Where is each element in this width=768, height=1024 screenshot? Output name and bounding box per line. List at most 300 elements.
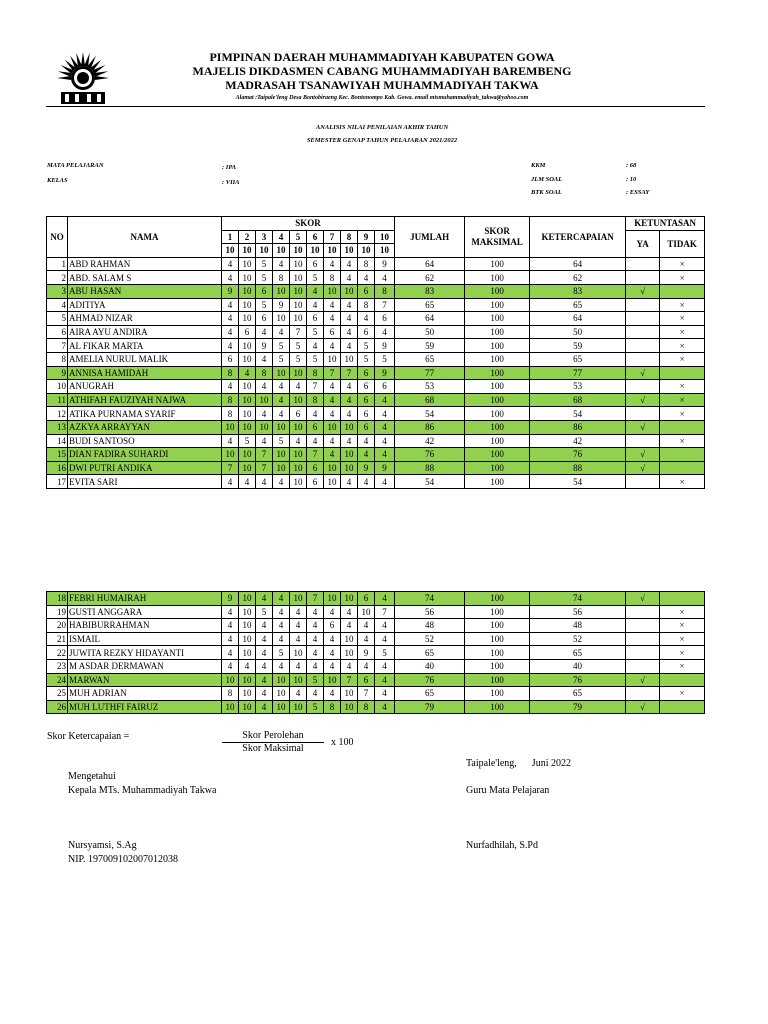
question-score: 9 [358, 461, 375, 475]
doc-subtitle: SEMESTER GENAP TAHUN PELAJARAN 2021/2022 [306, 137, 458, 144]
achievement-score: 65 [530, 352, 626, 366]
question-score: 6 [358, 673, 375, 687]
student-name: ATHIFAH FAUZIYAH NAJWA [68, 393, 222, 407]
table-row [47, 673, 705, 687]
question-score: 10 [222, 448, 239, 462]
question-score: 4 [273, 325, 290, 339]
pass-check-mark: √ [626, 420, 660, 434]
achievement-score: 83 [530, 284, 626, 298]
fail-cross-mark: × [660, 659, 705, 673]
question-score: 9 [358, 646, 375, 660]
question-score: 6 [307, 461, 324, 475]
row-number: 20 [47, 619, 68, 633]
question-score: 4 [222, 659, 239, 673]
question-score: 7 [375, 298, 395, 312]
max-score: 100 [465, 592, 530, 606]
table-row [47, 659, 705, 673]
pass-check-mark [626, 475, 660, 489]
table-row [47, 605, 705, 619]
question-score: 6 [222, 352, 239, 366]
question-score: 9 [375, 257, 395, 271]
pass-check-mark: √ [626, 284, 660, 298]
achievement-score: 88 [530, 461, 626, 475]
fail-cross-mark [660, 700, 705, 714]
question-score: 7 [290, 325, 307, 339]
question-score: 4 [324, 646, 341, 660]
question-score: 10 [290, 461, 307, 475]
kkm-value: : 68 [626, 162, 637, 169]
max-score: 100 [465, 284, 530, 298]
question-score: 10 [290, 592, 307, 606]
question-score: 7 [375, 605, 395, 619]
question-score: 10 [239, 257, 256, 271]
table-row [47, 257, 705, 271]
fail-cross-mark: × [660, 325, 705, 339]
question-score: 10 [222, 420, 239, 434]
question-score: 9 [375, 339, 395, 353]
question-score: 5 [273, 339, 290, 353]
pass-check-mark [626, 271, 660, 285]
question-score: 4 [324, 434, 341, 448]
question-score: 10 [290, 271, 307, 285]
question-score: 6 [324, 325, 341, 339]
pass-check-mark: √ [626, 592, 660, 606]
question-score: 4 [239, 659, 256, 673]
row-number: 21 [47, 632, 68, 646]
question-score: 6 [358, 380, 375, 394]
question-score: 5 [307, 325, 324, 339]
col-tidak-header: TIDAK [660, 230, 705, 257]
student-name: ANUGRAH [68, 380, 222, 394]
achievement-score: 56 [530, 605, 626, 619]
student-name: AZKYA ARRAYYAN [68, 420, 222, 434]
question-score: 10 [273, 673, 290, 687]
question-score: 10 [239, 461, 256, 475]
max-score: 100 [465, 407, 530, 421]
table-row [47, 646, 705, 660]
question-score: 4 [307, 605, 324, 619]
pass-check-mark [626, 687, 660, 701]
max-score: 100 [465, 700, 530, 714]
question-max-score: 10 [324, 244, 341, 258]
question-score: 4 [341, 298, 358, 312]
question-score: 10 [239, 352, 256, 366]
question-score: 4 [256, 632, 273, 646]
row-number: 14 [47, 434, 68, 448]
question-score: 6 [358, 420, 375, 434]
question-score: 9 [375, 366, 395, 380]
question-score: 4 [375, 592, 395, 606]
question-score: 5 [239, 434, 256, 448]
fail-cross-mark [660, 592, 705, 606]
question-score: 4 [375, 393, 395, 407]
question-score: 4 [358, 659, 375, 673]
question-score: 4 [290, 380, 307, 394]
row-number: 18 [47, 592, 68, 606]
question-score: 4 [273, 619, 290, 633]
question-score: 10 [341, 632, 358, 646]
row-number: 5 [47, 312, 68, 326]
achievement-score: 68 [530, 393, 626, 407]
question-score: 5 [273, 434, 290, 448]
row-number: 8 [47, 352, 68, 366]
question-number-header: 2 [239, 230, 256, 244]
question-score: 4 [256, 434, 273, 448]
question-score: 6 [358, 366, 375, 380]
mapel-value: : IPA [222, 164, 237, 171]
question-score: 10 [239, 592, 256, 606]
question-score: 4 [222, 380, 239, 394]
question-score: 10 [273, 312, 290, 326]
total-score: 53 [395, 380, 465, 394]
pass-check-mark [626, 339, 660, 353]
question-score: 10 [239, 687, 256, 701]
question-score: 4 [375, 659, 395, 673]
question-score: 4 [307, 407, 324, 421]
question-score: 4 [324, 632, 341, 646]
student-name: ANNISA HAMIDAH [68, 366, 222, 380]
question-score: 9 [256, 339, 273, 353]
question-score: 10 [341, 352, 358, 366]
question-score: 7 [324, 366, 341, 380]
question-score: 10 [290, 448, 307, 462]
question-score: 7 [341, 366, 358, 380]
question-score: 4 [273, 592, 290, 606]
question-score: 10 [341, 700, 358, 714]
question-score: 10 [239, 673, 256, 687]
question-score: 4 [222, 434, 239, 448]
total-score: 64 [395, 312, 465, 326]
question-score: 8 [222, 407, 239, 421]
question-score: 4 [256, 407, 273, 421]
total-score: 76 [395, 673, 465, 687]
question-score: 8 [358, 298, 375, 312]
max-score: 100 [465, 632, 530, 646]
max-score: 100 [465, 271, 530, 285]
question-score: 4 [273, 380, 290, 394]
col-ketuntasan-header: KETUNTASAN [626, 217, 705, 231]
question-score: 5 [307, 700, 324, 714]
question-score: 4 [375, 700, 395, 714]
max-score: 100 [465, 257, 530, 271]
question-score: 7 [358, 687, 375, 701]
formula-numerator: Skor Perolehan [242, 730, 304, 741]
btk-soal-value: : ESSAY [626, 189, 650, 196]
question-score: 10 [239, 393, 256, 407]
achievement-score: 62 [530, 271, 626, 285]
question-score: 4 [341, 393, 358, 407]
grades-table [46, 216, 705, 489]
question-max-score: 10 [273, 244, 290, 258]
question-score: 6 [375, 380, 395, 394]
question-score: 6 [358, 407, 375, 421]
row-number: 25 [47, 687, 68, 701]
total-score: 54 [395, 407, 465, 421]
achievement-score: 53 [530, 380, 626, 394]
student-name: MUH ADRIAN [68, 687, 222, 701]
signer-left-title-1: Mengetahui [68, 771, 116, 782]
student-name: EVITA SARI [68, 475, 222, 489]
max-score: 100 [465, 673, 530, 687]
total-score: 76 [395, 448, 465, 462]
student-name: M ASDAR DERMAWAN [68, 659, 222, 673]
question-score: 7 [307, 448, 324, 462]
question-score: 5 [358, 339, 375, 353]
pass-check-mark: √ [626, 461, 660, 475]
formula-multiplier: x 100 [331, 737, 354, 748]
question-score: 4 [375, 271, 395, 285]
question-score: 10 [222, 673, 239, 687]
row-number: 9 [47, 366, 68, 380]
question-score: 4 [375, 325, 395, 339]
student-name: AHMAD NIZAR [68, 312, 222, 326]
max-score: 100 [465, 325, 530, 339]
question-score: 6 [358, 393, 375, 407]
question-score: 5 [273, 646, 290, 660]
question-score: 9 [375, 461, 395, 475]
fail-cross-mark: × [660, 380, 705, 394]
question-score: 10 [341, 448, 358, 462]
question-score: 10 [341, 592, 358, 606]
question-score: 4 [375, 619, 395, 633]
question-score: 7 [256, 448, 273, 462]
question-max-score: 10 [307, 244, 324, 258]
question-score: 4 [358, 619, 375, 633]
row-number: 16 [47, 461, 68, 475]
question-score: 8 [222, 366, 239, 380]
question-score: 6 [290, 407, 307, 421]
question-score: 4 [222, 271, 239, 285]
question-score: 4 [375, 407, 395, 421]
question-score: 4 [358, 448, 375, 462]
student-name: AL FIKAR MARTA [68, 339, 222, 353]
question-score: 10 [324, 284, 341, 298]
fail-cross-mark: × [660, 393, 705, 407]
row-number: 1 [47, 257, 68, 271]
row-number: 15 [47, 448, 68, 462]
question-score: 10 [341, 646, 358, 660]
question-score: 8 [273, 271, 290, 285]
question-score: 4 [222, 646, 239, 660]
question-score: 10 [290, 420, 307, 434]
student-name: ABU HASAN [68, 284, 222, 298]
jlm-soal-value: : 10 [626, 176, 637, 183]
question-score: 8 [375, 284, 395, 298]
question-score: 4 [256, 592, 273, 606]
fail-cross-mark [660, 366, 705, 380]
max-score: 100 [465, 646, 530, 660]
question-score: 8 [222, 687, 239, 701]
student-name: ISMAIL [68, 632, 222, 646]
pass-check-mark [626, 619, 660, 633]
total-score: 65 [395, 298, 465, 312]
question-score: 10 [324, 592, 341, 606]
max-score: 100 [465, 619, 530, 633]
formula-label: Skor Ketercapaian = [47, 731, 130, 742]
table-row [47, 632, 705, 646]
question-score: 7 [341, 673, 358, 687]
question-score: 10 [239, 298, 256, 312]
question-score: 10 [290, 366, 307, 380]
question-score: 4 [307, 619, 324, 633]
question-score: 4 [307, 298, 324, 312]
question-number-header: 3 [256, 230, 273, 244]
question-score: 4 [324, 605, 341, 619]
question-score: 4 [341, 659, 358, 673]
question-score: 10 [324, 352, 341, 366]
question-score: 10 [239, 605, 256, 619]
row-number: 11 [47, 393, 68, 407]
question-score: 9 [273, 298, 290, 312]
question-score: 5 [256, 271, 273, 285]
question-score: 10 [341, 461, 358, 475]
question-score: 4 [324, 393, 341, 407]
question-score: 10 [239, 271, 256, 285]
question-score: 5 [256, 257, 273, 271]
question-score: 4 [307, 284, 324, 298]
question-score: 8 [307, 366, 324, 380]
question-score: 4 [273, 659, 290, 673]
question-score: 4 [307, 646, 324, 660]
achievement-score: 42 [530, 434, 626, 448]
table-row [47, 339, 705, 353]
question-score: 4 [358, 271, 375, 285]
question-score: 10 [290, 257, 307, 271]
question-score: 4 [256, 687, 273, 701]
question-score: 10 [256, 393, 273, 407]
max-score: 100 [465, 366, 530, 380]
question-score: 8 [324, 700, 341, 714]
total-score: 56 [395, 605, 465, 619]
question-score: 4 [307, 687, 324, 701]
question-score: 4 [324, 257, 341, 271]
question-score: 4 [375, 632, 395, 646]
question-score: 4 [222, 298, 239, 312]
question-score: 8 [256, 366, 273, 380]
question-score: 5 [290, 339, 307, 353]
formula-denominator: Skor Maksimal [242, 743, 304, 754]
total-score: 64 [395, 257, 465, 271]
question-score: 4 [375, 673, 395, 687]
question-score: 10 [273, 366, 290, 380]
question-score: 4 [222, 619, 239, 633]
fail-cross-mark: × [660, 352, 705, 366]
question-score: 4 [324, 298, 341, 312]
fail-cross-mark: × [660, 632, 705, 646]
fail-cross-mark [660, 448, 705, 462]
table-row [47, 393, 705, 407]
header-address: Alamat :Taipale'leng Desa Bontobiraeng Kec. Bontonompo Kab. Gowa. email mtsmuhammadiyah_takwa@yahoo.com [235, 95, 529, 101]
question-score: 4 [324, 687, 341, 701]
total-score: 65 [395, 352, 465, 366]
question-score: 4 [375, 687, 395, 701]
question-score: 4 [324, 659, 341, 673]
question-score: 6 [256, 312, 273, 326]
question-score: 10 [290, 700, 307, 714]
question-score: 10 [290, 475, 307, 489]
max-score: 100 [465, 659, 530, 673]
question-score: 10 [290, 673, 307, 687]
fail-cross-mark: × [660, 339, 705, 353]
fail-cross-mark: × [660, 646, 705, 660]
pass-check-mark: √ [626, 393, 660, 407]
pass-check-mark [626, 646, 660, 660]
question-score: 5 [358, 352, 375, 366]
fail-cross-mark [660, 284, 705, 298]
question-score: 10 [239, 700, 256, 714]
question-score: 4 [290, 619, 307, 633]
student-name: DWI PUTRI ANDIKA [68, 461, 222, 475]
student-name: FEBRI HUMAIRAH [68, 592, 222, 606]
question-score: 5 [307, 352, 324, 366]
question-score: 10 [290, 298, 307, 312]
pass-check-mark [626, 325, 660, 339]
pass-check-mark [626, 407, 660, 421]
student-name: JUWITA REZKY HIDAYANTI [68, 646, 222, 660]
achievement-score: 77 [530, 366, 626, 380]
question-score: 4 [375, 448, 395, 462]
pass-check-mark: √ [626, 700, 660, 714]
question-score: 10 [239, 339, 256, 353]
student-name: BUDI SANTOSO [68, 434, 222, 448]
question-number-header: 7 [324, 230, 341, 244]
question-number-header: 6 [307, 230, 324, 244]
question-score: 4 [273, 475, 290, 489]
table-row [47, 284, 705, 298]
question-number-header: 9 [358, 230, 375, 244]
question-score: 10 [239, 407, 256, 421]
question-score: 10 [239, 632, 256, 646]
fail-cross-mark: × [660, 434, 705, 448]
question-score: 8 [358, 257, 375, 271]
fail-cross-mark: × [660, 605, 705, 619]
question-score: 4 [256, 380, 273, 394]
max-score: 100 [465, 352, 530, 366]
table-row [47, 352, 705, 366]
question-score: 6 [307, 257, 324, 271]
col-ya-header: YA [626, 230, 660, 257]
fail-cross-mark [660, 461, 705, 475]
pass-check-mark [626, 659, 660, 673]
max-score: 100 [465, 298, 530, 312]
student-name: AIRA AYU ANDIRA [68, 325, 222, 339]
question-score: 4 [290, 434, 307, 448]
achievement-score: 50 [530, 325, 626, 339]
pass-check-mark: √ [626, 366, 660, 380]
signer-right-name: Nurfadhilah, S.Pd [466, 840, 538, 851]
question-score: 6 [256, 284, 273, 298]
question-score: 4 [341, 434, 358, 448]
total-score: 42 [395, 434, 465, 448]
achievement-score: 52 [530, 632, 626, 646]
signer-left-name: Nursyamsi, S.Ag [68, 840, 137, 851]
fail-cross-mark: × [660, 475, 705, 489]
question-score: 4 [290, 605, 307, 619]
max-score: 100 [465, 448, 530, 462]
row-number: 24 [47, 673, 68, 687]
question-number-header: 10 [375, 230, 395, 244]
pass-check-mark [626, 298, 660, 312]
table-row [47, 420, 705, 434]
fail-cross-mark: × [660, 298, 705, 312]
student-name: ABD. SALAM S [68, 271, 222, 285]
question-score: 10 [239, 646, 256, 660]
question-score: 10 [222, 700, 239, 714]
table-row [47, 687, 705, 701]
question-score: 10 [239, 420, 256, 434]
question-score: 10 [239, 312, 256, 326]
max-score: 100 [465, 339, 530, 353]
